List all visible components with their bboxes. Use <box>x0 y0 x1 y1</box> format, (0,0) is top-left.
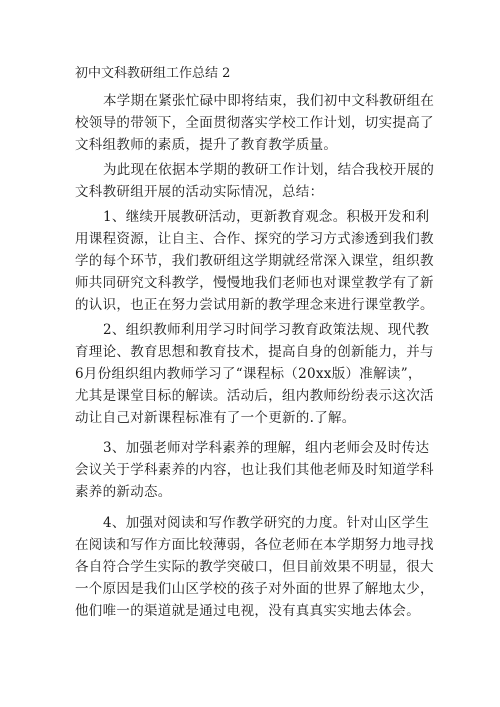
paragraph-line: 尤其是课堂目标的解读。活动后，组内教师纷纷表示这次活 <box>75 388 434 404</box>
paragraph-line: 为此现在依据本学期的教研工作计划，结合我校开展的 <box>103 162 435 178</box>
paragraph-line: 文科教研组开展的活动实际情况，总结： <box>75 184 324 200</box>
paragraph-line: 一个原因是我们山区学校的孩子对外面的世界了解地太少， <box>75 581 434 597</box>
paragraph-line: 2、组织教师利用学习时间学习教育政策法规、现代教 <box>103 322 430 338</box>
paragraph-line: 4、加强对阅读和写作教学研究的力度。针对山区学生 <box>103 515 430 531</box>
paragraph-line: 用课程资源，让自主、合作、探究的学习方式渗透到我们教 <box>75 231 434 247</box>
paragraph-line: 6月份组织组内教师学习了“课程标（20xx版）准解读”， <box>75 366 422 382</box>
document-title: 初中文科教研组工作总结 2 <box>75 66 231 81</box>
paragraph-line: 3、加强老师对学科素养的理解，组内老师会及时传达 <box>103 440 430 456</box>
paragraph-line: 的认识，也正在努力尝试用新的教学理念来进行课堂教学。 <box>75 297 434 313</box>
paragraph-line: 素养的新动态。 <box>75 484 172 500</box>
paragraph-line: 育理论、教育思想和教育技术，提高自身的创新能力，并与 <box>75 344 434 360</box>
paragraph-line: 动让自己对新课程标准有了一个更新的.了解。 <box>75 410 356 426</box>
paragraph-line: 各自符合学生实际的教学突破口，但目前效果不明显，很大 <box>75 559 434 575</box>
paragraph-line: 他们唯一的渠道就是通过电视，没有真真实实地去体会。 <box>75 603 420 619</box>
paragraph-line: 校领导的带领下，全面贯彻落实学校工作计划，切实提高了 <box>75 115 434 131</box>
paragraph-line: 文科组教师的素质，提升了教育教学质量。 <box>75 137 338 153</box>
paragraph-line: 学的每个环节，我们教研组这学期就经常深入课堂，组织教 <box>75 253 434 269</box>
paragraph-line: 在阅读和写作方面比较薄弱，各位老师在本学期努力地寻找 <box>75 537 434 553</box>
paragraph-line: 本学期在紧张忙碌中即将结束，我们初中文科教研组在 <box>103 93 435 109</box>
paragraph-line: 1、继续开展教研活动，更新教育观念。积极开发和利 <box>103 209 430 225</box>
paragraph-line: 师共同研究文科教学，慢慢地我们老师也对课堂教学有了新 <box>75 275 434 291</box>
paragraph-line: 会议关于学科素养的内容，也让我们其他老师及时知道学科 <box>75 462 434 478</box>
